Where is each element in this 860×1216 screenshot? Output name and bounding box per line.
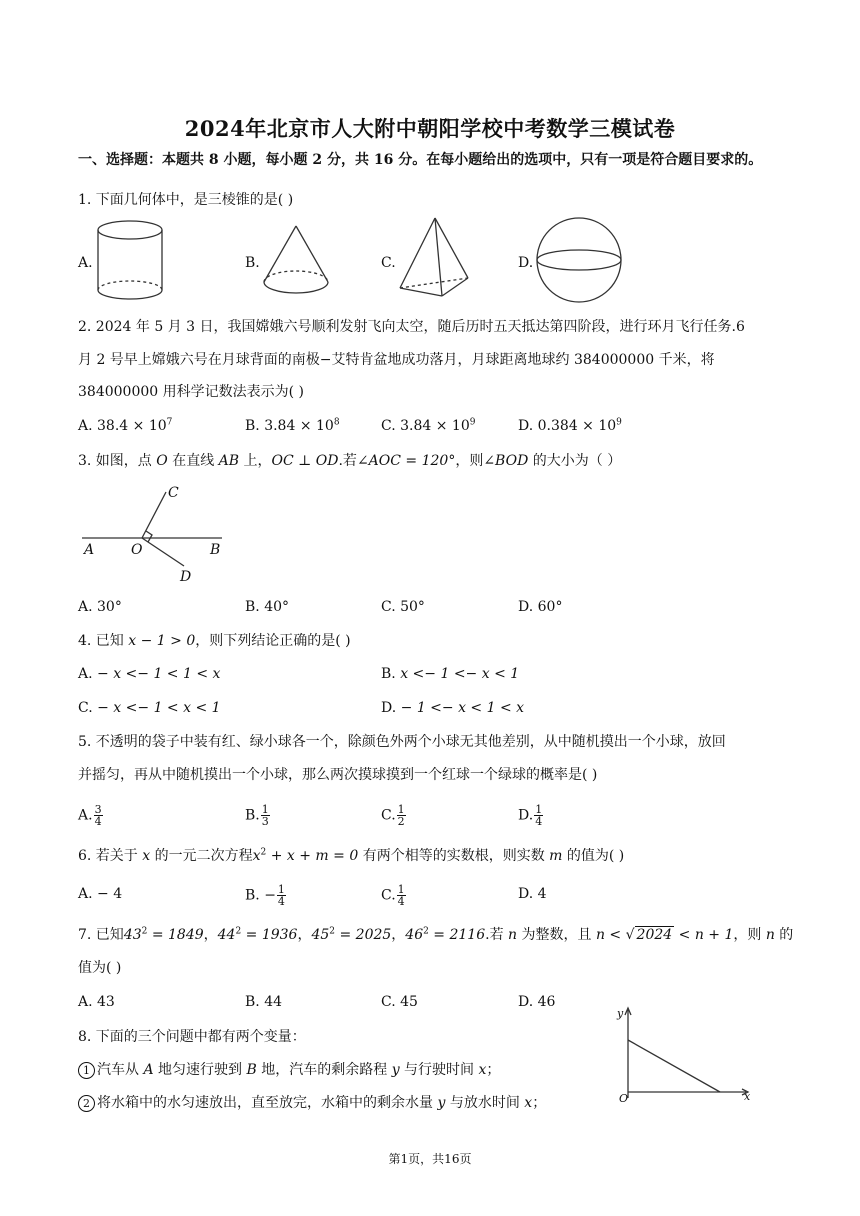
- q7-option-b: B. 44: [245, 994, 283, 1010]
- page-title: 2024年北京市人大附中朝阳学校中考数学三模试卷: [184, 116, 676, 141]
- q2-option-d: D. $0.384 \times 10^9$: [518, 417, 622, 434]
- page-footer: 第1页，共16页: [388, 1152, 472, 1166]
- cylinder-figure: [96, 218, 166, 303]
- triangular-pyramid-figure: [398, 216, 473, 301]
- q3-option-a: A. 30°: [78, 599, 122, 615]
- q6-option-a: A. − 4: [78, 886, 123, 902]
- question-5-line1: 5. 不透明的袋子中装有红、绿小球各一个，除颜色外两个小球无其他差别，从中随机摸出一个小球，放回: [78, 734, 726, 750]
- cone-figure: [262, 224, 332, 299]
- q4-option-a: A. − x <− 1 < 1 < x: [78, 666, 221, 682]
- angle-figure: [80, 480, 230, 585]
- q7-option-c: C. 45: [381, 994, 418, 1010]
- q4-option-b: B. x <− 1 <− x < 1: [381, 666, 520, 682]
- label-b: B: [210, 542, 221, 558]
- question-7-line1: 7. 已知$43^2 = 1849$，$44^2 = 1936$，$45^2 = 2025$，$46^2 = 2116$.若 n 为整数，且 n < √ 2024 < n + 1，则 n 的: [78, 926, 794, 943]
- question-6-stem: 6. 若关于 x 的一元二次方程$x^2 + x + m = 0$ 有两个相等的实数根，则实数 m 的值为( ): [78, 847, 625, 864]
- q5-option-a: A. $\frac{3}{4}$: [78, 803, 102, 828]
- label-a: A: [84, 542, 95, 558]
- q8-item-1: 1 汽车从 A 地匀速行驶到 B 地，汽车的剩余路程 y 与行驶时间 x；: [78, 1060, 500, 1080]
- q6-option-c: C. $\frac{1}{4}$: [381, 883, 405, 908]
- q4-option-d: D. − 1 <− x < 1 < x: [381, 700, 525, 716]
- q1-option-d: D.: [518, 255, 534, 271]
- q3-option-c: C. 50°: [381, 599, 425, 615]
- sphere-figure: [535, 216, 625, 306]
- question-2-line3: 384000000 用科学记数法表示为( ): [78, 384, 304, 400]
- q6-option-b: B. − $\frac{1}{4}$: [245, 883, 285, 908]
- question-2-line1: 2. 2024 年 5 月 3 日，我国嫦娥六号顺利发射飞向太空，随后历时五天抵达第四阶段，进行环月飞行任务.6: [78, 319, 745, 335]
- linear-decrease-graph: [612, 1006, 762, 1106]
- q1-option-c: C.: [381, 255, 396, 271]
- q5-option-c: C. $\frac{1}{2}$: [381, 803, 405, 828]
- q5-option-d: D. $\frac{1}{4}$: [518, 803, 543, 828]
- q4-option-c: C. − x <− 1 < x < 1: [78, 700, 221, 716]
- graph-x-label: x: [744, 1090, 751, 1103]
- q2-option-c: C. $3.84 \times 10^9$: [381, 417, 476, 434]
- q1-option-b: B.: [245, 255, 260, 271]
- q3-option-d: D. 60°: [518, 599, 563, 615]
- label-o: O: [131, 542, 143, 558]
- graph-origin-label: O: [619, 1092, 629, 1105]
- q6-option-d: D. 4: [518, 886, 547, 902]
- q8-item-2: 2 将水箱中的水匀速放出，直至放完，水箱中的剩余水量 y 与放水时间 x；: [78, 1093, 546, 1113]
- question-4-stem: 4. 已知 x − 1 > 0，则下列结论正确的是( ): [78, 633, 351, 649]
- q2-option-a: A. $38.4 \times 10^7$: [78, 417, 173, 434]
- q3-option-b: B. 40°: [245, 599, 290, 615]
- label-d: D: [180, 569, 192, 585]
- q7-option-d: D. 46: [518, 994, 556, 1010]
- question-8-stem: 8. 下面的三个问题中都有两个变量：: [78, 1029, 306, 1045]
- question-5-line2: 并摇匀，再从中随机摸出一个小球，那么两次摸球摸到一个红球一个绿球的概率是( ): [78, 767, 598, 783]
- graph-y-label: y: [617, 1007, 624, 1020]
- question-3-stem: 3. 如图，点 O 在直线 AB 上，OC ⊥ OD.若∠AOC = 120°，则∠BOD 的大小为（ ）: [78, 453, 622, 469]
- question-2-line2: 月 2 号早上嫦娥六号在月球背面的南极−艾特肯盆地成功落月，月球距离地球约 384000000 千米，将: [78, 352, 715, 368]
- q1-option-a: A.: [78, 255, 93, 271]
- q2-option-b: B. $3.84 \times 10^8$: [245, 417, 340, 434]
- section-heading: 一、选择题：本题共 8 小题，每小题 2 分，共 16 分。在每小题给出的选项中，只有一项是符合题目要求的。: [78, 152, 763, 168]
- q5-option-b: B. $\frac{1}{3}$: [245, 803, 269, 828]
- question-7-line2: 值为( ): [78, 960, 122, 976]
- q7-option-a: A. 43: [78, 994, 115, 1010]
- question-1-stem: 1. 下面几何体中，是三棱锥的是( ): [78, 192, 294, 208]
- label-c: C: [168, 485, 179, 501]
